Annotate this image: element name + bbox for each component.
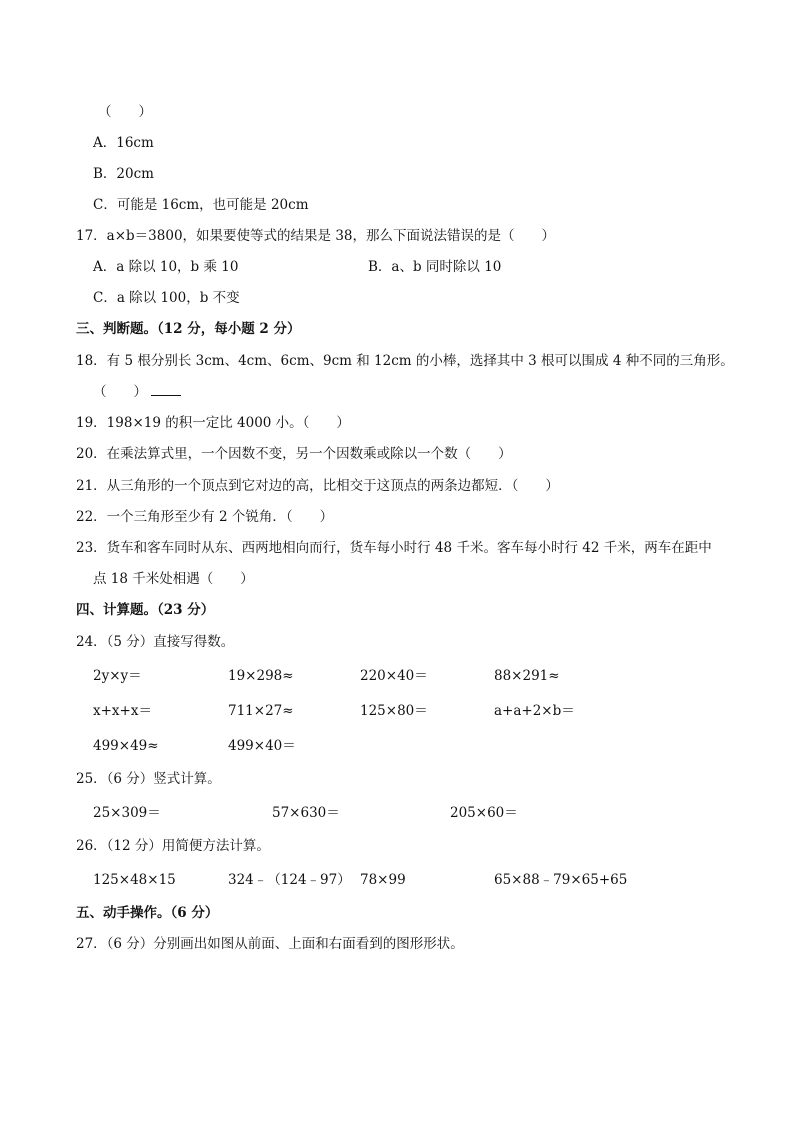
q16-option-a: A．16cm xyxy=(93,135,154,151)
q24-item: 711×27≈ xyxy=(228,703,294,719)
section-3-title: 三、判断题。（12 分，每小题 2 分） xyxy=(76,321,301,337)
q26-item: 324﹣（124﹣97） xyxy=(228,872,351,888)
q21-stem: 21．从三角形的一个顶点到它对边的高，比相交于这顶点的两条边都短．（ ） xyxy=(76,478,559,494)
q26-stem: 26．（12 分）用简便方法计算。 xyxy=(76,838,270,854)
q16-answer-bracket: （ ） xyxy=(98,104,152,120)
q18-answer xyxy=(93,383,181,401)
section-5-title: 五、动手操作。（6 分） xyxy=(76,905,219,921)
q18-answer-blank[interactable] xyxy=(151,383,181,396)
q24-item: 2y×y＝ xyxy=(93,668,142,684)
q17-option-c: C．a 除以 100，b 不变 xyxy=(93,290,240,306)
q24-item: 220×40＝ xyxy=(360,668,428,684)
q22-stem: 22．一个三角形至少有 2 个锐角．（ ） xyxy=(76,509,334,525)
q18-stem: 18．有 5 根分别长 3cm、4cm、6cm、9cm 和 12cm 的小棒，选择其中 3 根可以围成 4 种不同的三角形。 xyxy=(76,353,734,369)
q20-stem: 20．在乘法算式里，一个因数不变，另一个因数乘或除以一个数（ ） xyxy=(76,446,512,462)
q17-option-b: B．a、b 同时除以 10 xyxy=(368,259,502,275)
q24-item: 19×298≈ xyxy=(228,668,294,684)
q16-option-b: B．20cm xyxy=(93,166,154,182)
q24-item: a+a+2×b＝ xyxy=(494,703,575,719)
q24-item: 125×80＝ xyxy=(360,703,428,719)
q24-stem: 24．（5 分）直接写得数。 xyxy=(76,634,235,650)
q26-item: 65×88﹣79×65+65 xyxy=(494,872,628,888)
q18-answer-bracket: （ ） xyxy=(93,384,147,400)
q25-item: 25×309＝ xyxy=(93,805,161,821)
q24-item: x+x+x＝ xyxy=(93,703,152,719)
q16-option-c: C．可能是 16cm，也可能是 20cm xyxy=(93,197,309,213)
q26-item: 125×48×15 xyxy=(93,872,176,888)
section-4-title: 四、计算题。（23 分） xyxy=(76,602,215,618)
q17-stem: 17．a×b＝3800，如果要使等式的结果是 38，那么下面说法错误的是（ ） xyxy=(76,228,556,244)
q17-option-a: A．a 除以 10，b 乘 10 xyxy=(93,259,239,275)
q25-item: 57×630＝ xyxy=(272,805,340,821)
q23-stem-line2: 点 18 千米处相遇（ ） xyxy=(93,571,254,587)
q24-item: 88×291≈ xyxy=(494,668,560,684)
q23-stem-line1: 23．货车和客车同时从东、西两地相向而行，货车每小时行 48 千米。客车每小时行 42 千米，两车在距中 xyxy=(76,540,712,556)
q24-item: 499×49≈ xyxy=(93,738,159,754)
q25-stem: 25．（6 分）竖式计算。 xyxy=(76,771,221,787)
q24-item: 499×40＝ xyxy=(228,738,296,754)
q25-item: 205×60＝ xyxy=(450,805,518,821)
q27-stem: 27．（6 分）分别画出如图从前面、上面和右面看到的图形形状。 xyxy=(76,936,464,952)
q26-item: 78×99 xyxy=(360,872,406,888)
q19-stem: 19．198×19 的积一定比 4000 小。（ ） xyxy=(76,415,350,431)
